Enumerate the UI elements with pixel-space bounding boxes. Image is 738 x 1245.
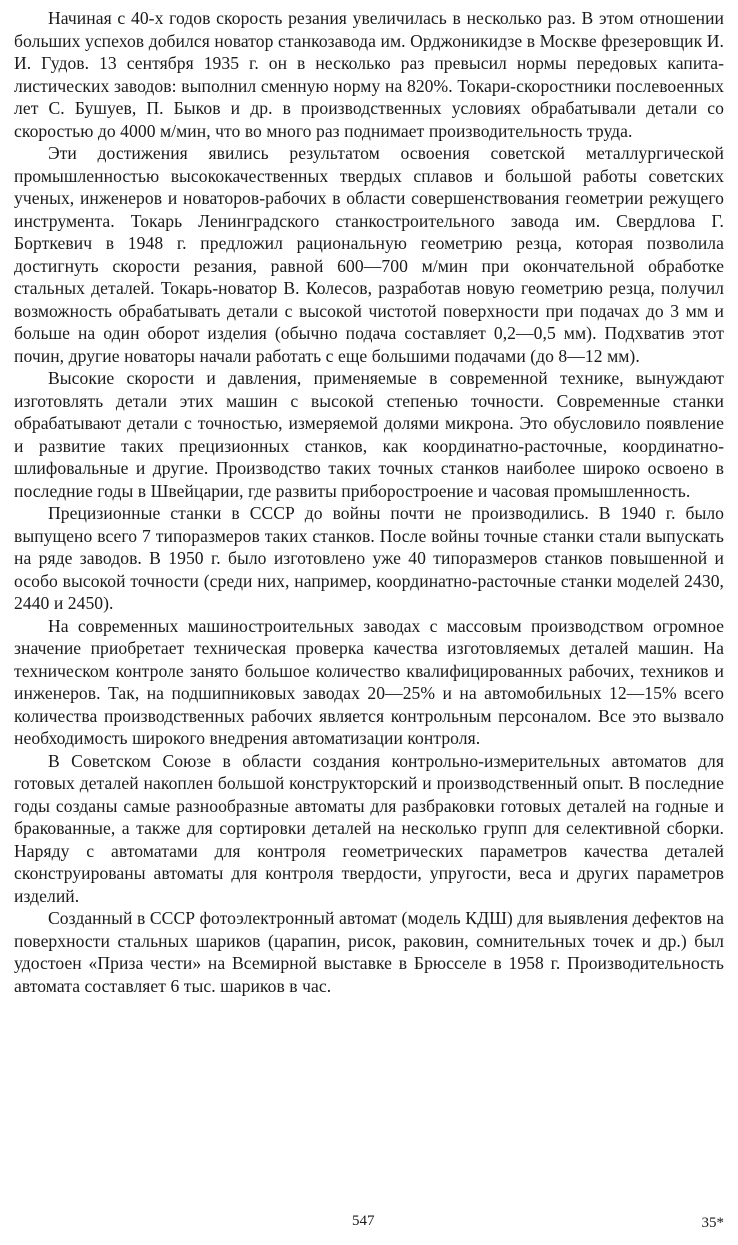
- signature-mark: 35*: [701, 1215, 724, 1231]
- paragraph-kdsh-automaton: Созданный в СССР фотоэлектронный автомат (модель КДШ) для выявления дефектов на поверхности стальных шариков (царапин, рисок, раковин, сомнительных точек и др.) был удостоен «Приза чести» на Всемирной выставке в Брюсселе в 1958 г. Производительность автомата составляет 6 тыс. шариков в час.: [14, 908, 724, 996]
- page-footer: [0, 1213, 738, 1237]
- paragraph-precision-requirements: Высокие скорости и давления, применяемые в современной технике, вынуждают изготовлять детали этих машин с высокой степенью точности. Современные станки обрабатывают детали с точностью, измеряемой долями микрона. Это обусловило появление и развитие таких прецизионных станков, как координатно-расточные, координатно-шлифовальные и другие. Производство таких точных станков наиболее широко освоено в последние годы в Швейцарии, где развиты приборостроение и часовая промышленность.: [14, 368, 724, 501]
- paragraph-control-automata: В Советском Союзе в области создания контрольно-измерительных автоматов для готовых деталей накоплен большой конструкторский и производственный опыт. В последние годы созданы самые разнообразные автоматы для разбраковки готовых деталей на годные и бракованные, а также для сортировки деталей на несколько групп для селективной сборки. Наряду с автоматами для контроля геометрических параметров качества деталей сконструированы автоматы для контроля твердости, упругости, веса и других параметров изделий.: [14, 750, 724, 906]
- paragraph-quality-control: На современных машиностроительных заводах с массовым производством огромное значение приобретает техническая проверка качества изготовляемых деталей машин. На техническом контроле занято большое количество квалифицированных рабочих, техников и инженеров. Так, на подшипниковых заводах 20—25% и на автомобильных 12—15% всего количества производственных рабочих является контрольным персоналом. Все это вызвало необходимость широкого внедрения автоматизации контроля.: [14, 615, 724, 748]
- page-number: 547: [352, 1213, 375, 1229]
- paragraph-precision-machines-ussr: Прецизионные станки в СССР до войны почти не производились. В 1940 г. было выпущено всего 7 типоразмеров таких станков. После войны точные станки стали выпускать на ряде заводов. В 1950 г. было изготовлено уже 40 типоразмеров станков повышенной и особо высокой точности (среди них, например, координатно-расточные станки моделей 2430, 2440 и 2450).: [14, 503, 724, 613]
- body-text: [14, 7, 724, 997]
- paragraph-cutting-speed: Начиная с 40-х годов скорость резания увеличилась в несколько раз. В этом отношении больших успехов добился новатор станкозавода им. Орджоникидзе в Москве фрезеровщик И. И. Гудов. 13 сентября 1935 г. он в несколько раз превысил нормы передовых капиталистических заводов: выполнил сменную норму на 820%. Токари-скоростники послевоенных лет С. Бушуев, П. Быков и др. в производственных условиях обрабатывали детали со скоростью до 4000 м/мин, что во много раз поднимает производительность труда.: [14, 8, 724, 141]
- paragraph-hard-alloys: Эти достижения явились результатом освоения советской металлургической промышленностью высококачественных твердых сплавов и большой работы советских ученых, инженеров и новаторов-рабочих в области совершенствования геометрии режущего инструмента. Токарь Ленинградского станкостроительного завода им. Свердлова Г. Борткевич в 1948 г. предложил рациональную геометрию резца, которая позволила достигнуть скорости резания, равной 600—700 м/мин при окончательной обработке стальных деталей. Токарь-новатор В. Колесов, разработав новую геометрию резца, получил возможность обрабатывать детали с высокой чистотой поверхности при подачах до 3 мм и больше на один оборот изделия (обычно подача составляет 0,2—0,5 мм). Подхватив этот почин, другие новаторы начали работать с еще большими подачами (до 8—12 мм).: [14, 143, 724, 366]
